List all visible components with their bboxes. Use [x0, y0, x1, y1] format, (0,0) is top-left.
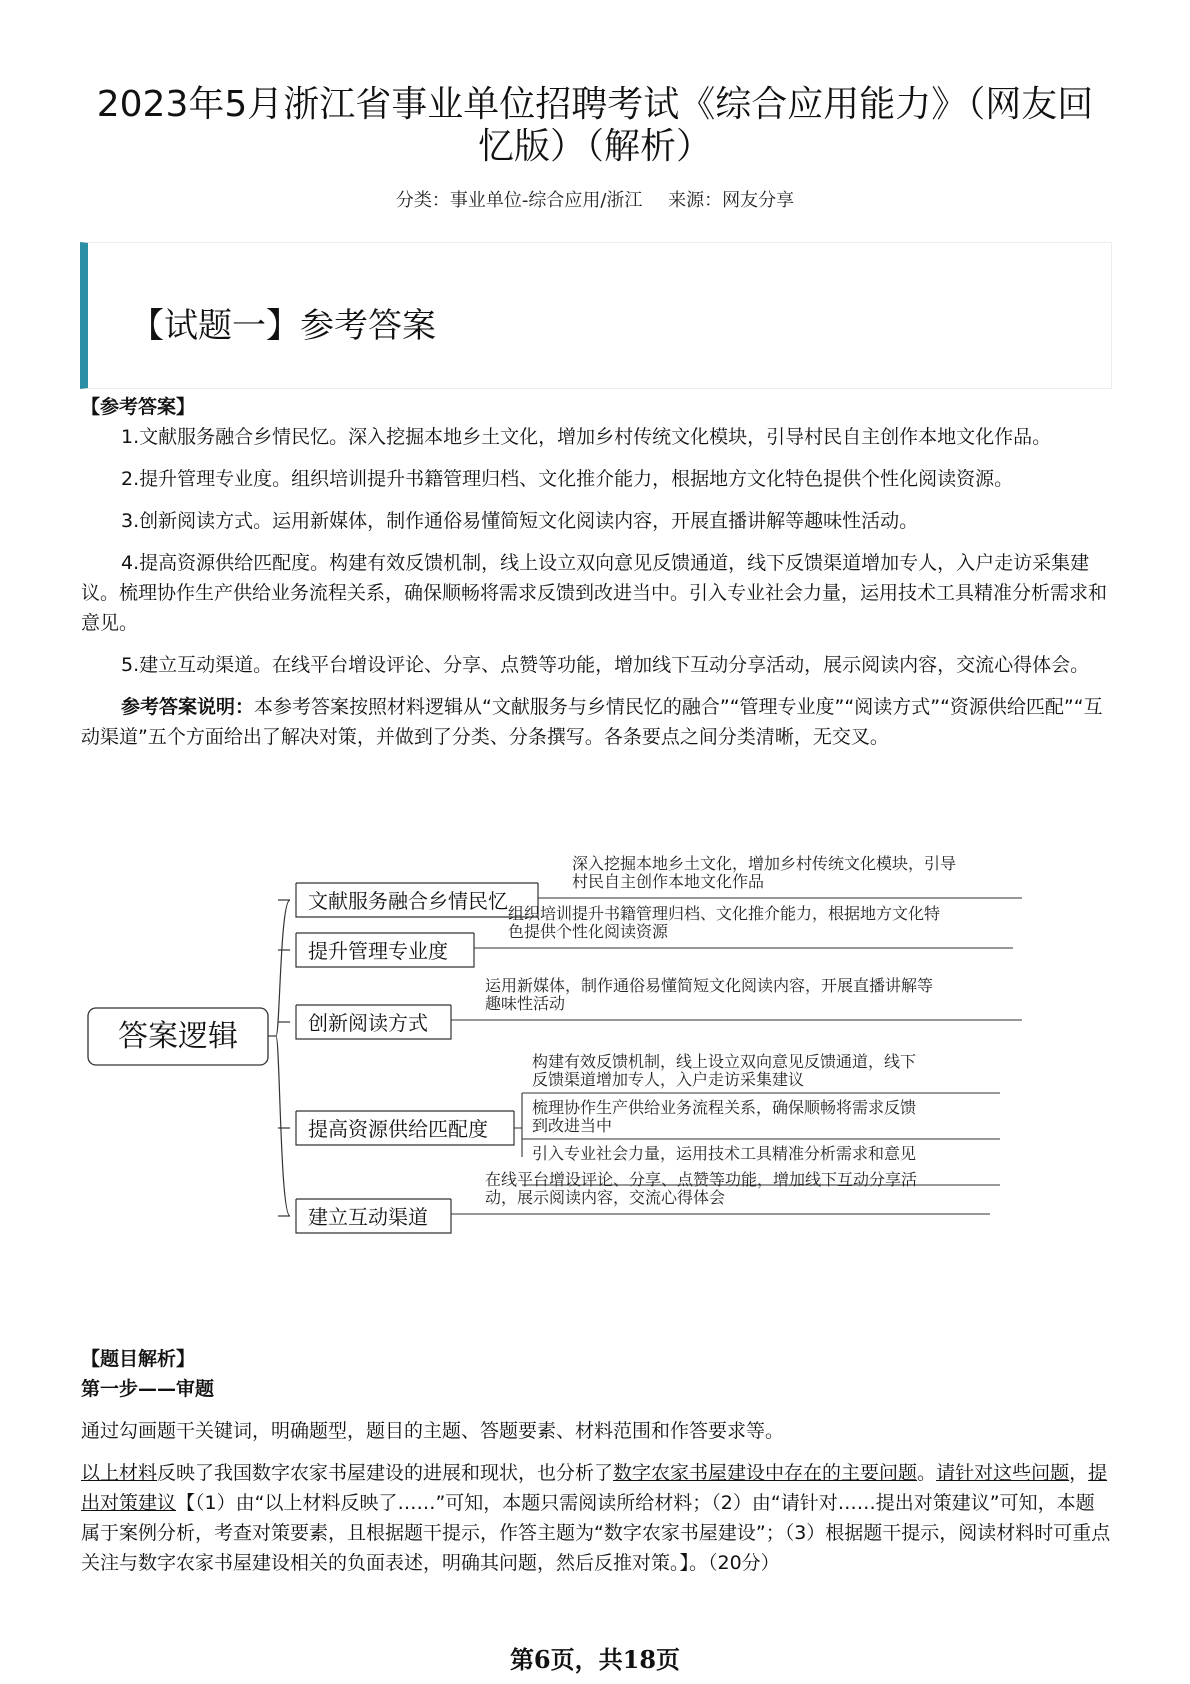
- category-text: 分类：事业单位-综合应用/浙江: [395, 190, 643, 211]
- detail-text: 村民自主创作本地文化作品: [572, 872, 765, 891]
- answer-item-1: 1.文献服务融合乡情民忆。深入挖掘本地乡土文化，增加乡村传统文化模块，引导村民自主创作本地文化作品。: [121, 426, 1052, 448]
- question-text: 反映了我国数字农家书屋建设的进展和现状，也分析了: [157, 1462, 614, 1484]
- detail-text: 趣味性活动: [485, 994, 566, 1013]
- answer-item-2: 2.提升管理专业度。组织培训提升书籍管理归档、文化推介能力，根据地方文化特色提供个性化阅读资源。: [121, 468, 1014, 490]
- spine-top: [276, 900, 290, 1036]
- analysis-step: 第一步——审题: [81, 1378, 215, 1400]
- root-node-label: 答案逻辑: [118, 1019, 238, 1054]
- detail-text: 引入专业社会力量，运用技术工具精准分析需求和意见: [532, 1144, 917, 1163]
- question-text: 【（1）由“以上材料反映了……”可知，本题只需阅读所给材料；（2）由“请针对……提出对策建议”可知，本题属于案例分析，考查对策要素，且根据题干提示，作答主题为“数字农家书屋建设”；（3）根据题干提示，阅读材料时可重点关注与数字农家书屋建设相关的负面表述，明确其问题，然后反推对策。】。（20分）: [81, 1492, 1111, 1574]
- section-title: 【试题一】参考答案: [130, 306, 436, 346]
- section-header-box: [80, 242, 1112, 389]
- keyword-underline: 提出对策建议: [81, 1462, 1108, 1514]
- question-text: ，: [1069, 1462, 1089, 1484]
- keyword-underline: 数字农家书屋建设中存在的主要问题: [613, 1462, 918, 1484]
- meta-line: [0, 186, 1190, 212]
- answer-item-5: 5.建立互动渠道。在线平台增设评论、分享、点赞等功能，增加线下互动分享活动，展示阅读内容，交流心得体会。: [121, 654, 1090, 676]
- detail-bracket: [514, 1093, 522, 1157]
- question-text: 。: [917, 1462, 937, 1484]
- answer-heading: 【参考答案】: [81, 396, 196, 418]
- answer-item-3: 3.创新阅读方式。运用新媒体，制作通俗易懂简短文化阅读内容，开展直播讲解等趣味性活动。: [121, 510, 919, 532]
- answer-note: [81, 692, 1112, 752]
- spine-bottom: [276, 1036, 290, 1216]
- detail-text: 反馈渠道增加专人，入户走访采集建议: [532, 1070, 805, 1089]
- analysis-question: [81, 1458, 1112, 1578]
- source-text: 来源：网友分享: [668, 190, 795, 211]
- analysis-intro: 通过勾画题干关键词，明确题型，题目的主题、答题要素、材料范围和作答要求等。: [81, 1420, 785, 1442]
- analysis-block: [81, 1344, 1112, 1578]
- branch-label: 建立互动渠道: [308, 1205, 428, 1229]
- detail-text: 在线平台增设评论、分享、点赞等功能，增加线下互动分享活: [485, 1170, 918, 1189]
- analysis-heading: 【题目解析】: [81, 1348, 196, 1370]
- detail-text: 构建有效反馈机制，线上设立双向意见反馈通道，线下: [532, 1052, 917, 1071]
- answer-item-4: 4.提高资源供给匹配度。构建有效反馈机制，线上设立双向意见反馈通道，线下反馈渠道增加专人，入户走访采集建议。梳理协作生产供给业务流程关系，确保顺畅将需求反馈到改进当中。引入专业社会力量，运用技术工具精准分析需求和意见。: [81, 552, 1108, 634]
- detail-text: 动，展示阅读内容，交流心得体会: [485, 1188, 726, 1207]
- detail-text: 色提供个性化阅读资源: [508, 922, 669, 941]
- detail-text: 到改进当中: [532, 1116, 613, 1135]
- branch-label: 创新阅读方式: [308, 1011, 428, 1035]
- keyword-underline: 以上材料: [81, 1462, 158, 1484]
- branch-label: 文献服务融合乡情民忆: [308, 889, 508, 913]
- branch-label: 提升管理专业度: [308, 939, 448, 963]
- keyword-underline: 请针对这些问题: [936, 1462, 1070, 1484]
- answer-note-text: 本参考答案按照材料逻辑从“文献服务与乡情民忆的融合”“管理专业度”“阅读方式”“资源供给匹配”“互动渠道”五个方面给出了解决对策，并做到了分类、分条撰写。各条要点之间分类清晰，无交叉。: [81, 696, 1103, 748]
- detail-text: 运用新媒体，制作通俗易懂简短文化阅读内容，开展直播讲解等: [485, 976, 934, 995]
- detail-text: 组织培训提升书籍管理归档、文化推介能力，根据地方文化特: [508, 904, 941, 923]
- page-number: 第6页，共18页: [509, 1645, 681, 1674]
- detail-text: 深入挖掘本地乡土文化，增加乡村传统文化模块，引导: [572, 854, 957, 873]
- document-title: 2023年5月浙江省事业单位招聘考试《综合应用能力》（网友回忆版）（解析）: [96, 84, 1094, 167]
- branch-label: 提高资源供给匹配度: [308, 1117, 488, 1141]
- answer-logic-mindmap: [0, 854, 1190, 1330]
- answer-note-label: 参考答案说明：: [121, 696, 255, 718]
- detail-text: 梳理协作生产供给业务流程关系，确保顺畅将需求反馈: [532, 1098, 917, 1117]
- answer-block: [81, 392, 1112, 752]
